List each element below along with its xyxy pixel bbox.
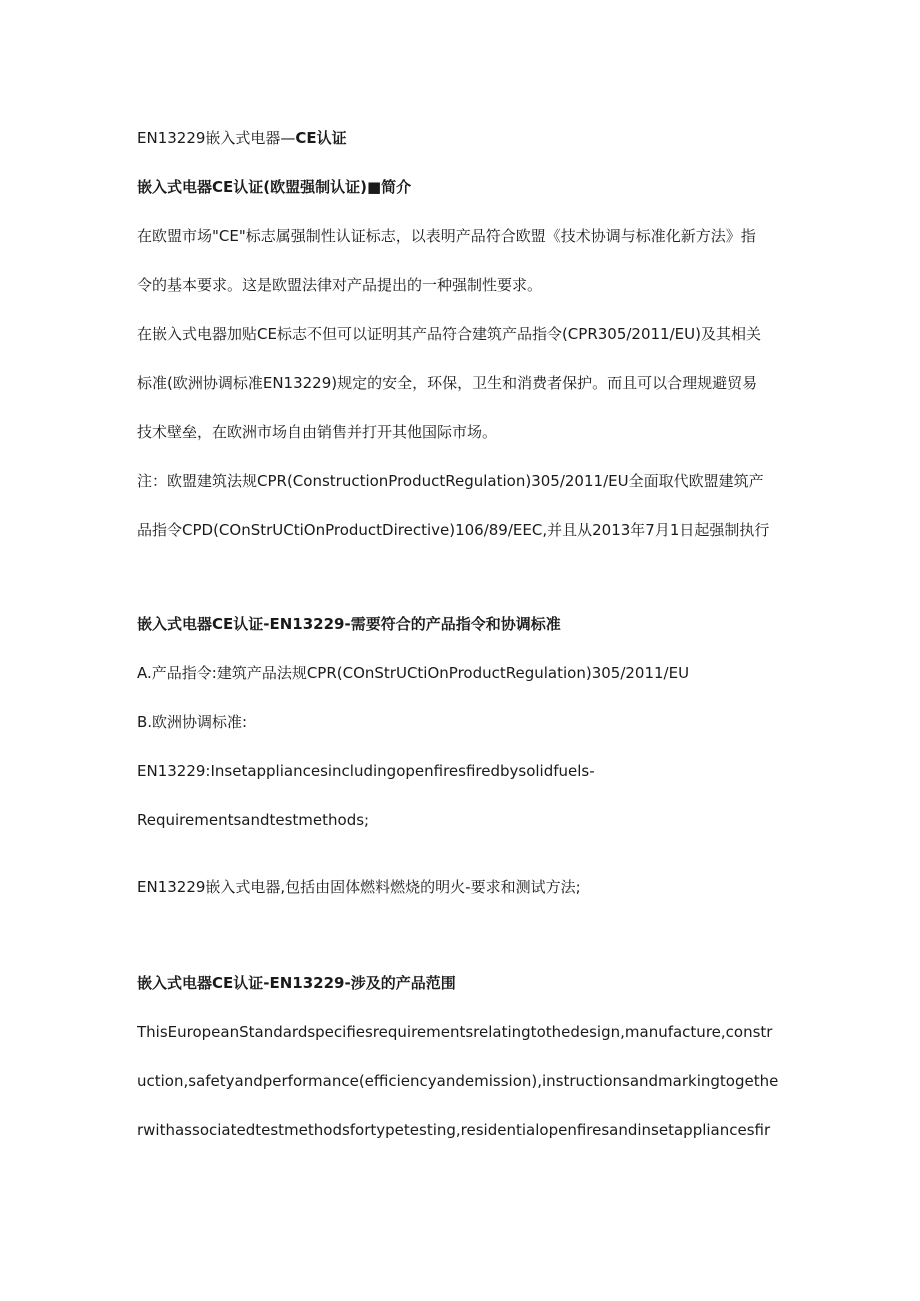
- section3-p-line3: rwithassociatedtestmethodsfortypetesting,residentialopenfiresandinsetappliancesfir: [137, 1121, 771, 1139]
- section1-p1-line2: 令的基本要求。这是欧盟法律对产品提出的一种强制性要求。: [137, 276, 543, 294]
- section1-note-line1: 注：欧盟建筑法规CPR(ConstructionProductRegulation)305/2011/EU全面取代欧盟建筑产: [137, 472, 764, 490]
- document-title: [137, 128, 787, 148]
- section1-p2-line1: 在嵌入式电器加贴CE标志不但可以证明其产品符合建筑产品指令(CPR305/2011/EU)及其相关: [137, 325, 761, 343]
- section2-item-b: B.欧洲协调标准:: [137, 713, 248, 731]
- section1-heading: 嵌入式电器CE认证(欧盟强制认证)■简介: [137, 178, 412, 196]
- section2-std-cn: EN13229嵌入式电器,包括由固体燃料燃烧的明火-要求和测试方法;: [137, 878, 581, 896]
- section2-std-en-line1: EN13229:Insetappliancesincludingopenfiresfiredbysolidfuels-: [137, 762, 595, 780]
- section3-heading: 嵌入式电器CE认证-EN13229-涉及的产品范围: [137, 974, 456, 992]
- section1-p1-line1: 在欧盟市场"CE"标志属强制性认证标志，以表明产品符合欧盟《技术协调与标准化新方法》指: [137, 227, 756, 245]
- section1-p2-line2: 标准(欧洲协调标准EN13229)规定的安全，环保，卫生和消费者保护。而且可以合理规避贸易: [137, 374, 758, 392]
- section3-p-line2: uction,safetyandperformance(efficiencyandemission),instructionsandmarkingtogethe: [137, 1072, 779, 1090]
- title-bold: CE认证: [295, 129, 347, 147]
- section2-item-a: A.产品指令:建筑产品法规CPR(COnStrUCtiOnProductRegulation)305/2011/EU: [137, 664, 690, 682]
- section1-note-line2: 品指令CPD(COnStrUCtiOnProductDirective)106/89/EEC,并且从2013年7月1日起强制执行: [137, 521, 770, 539]
- title-prefix: EN13229嵌入式电器—: [137, 129, 296, 147]
- section2-std-en-line2: Requirementsandtestmethods;: [137, 811, 370, 829]
- section2-heading: 嵌入式电器CE认证-EN13229-需要符合的产品指令和协调标准: [137, 615, 561, 633]
- section1-p2-line3: 技术壁垒，在欧洲市场自由销售并打开其他国际市场。: [137, 423, 498, 441]
- section3-p-line1: ThisEuropeanStandardspecifiesrequirementsrelatingtothedesign,manufacture,constr: [137, 1023, 773, 1041]
